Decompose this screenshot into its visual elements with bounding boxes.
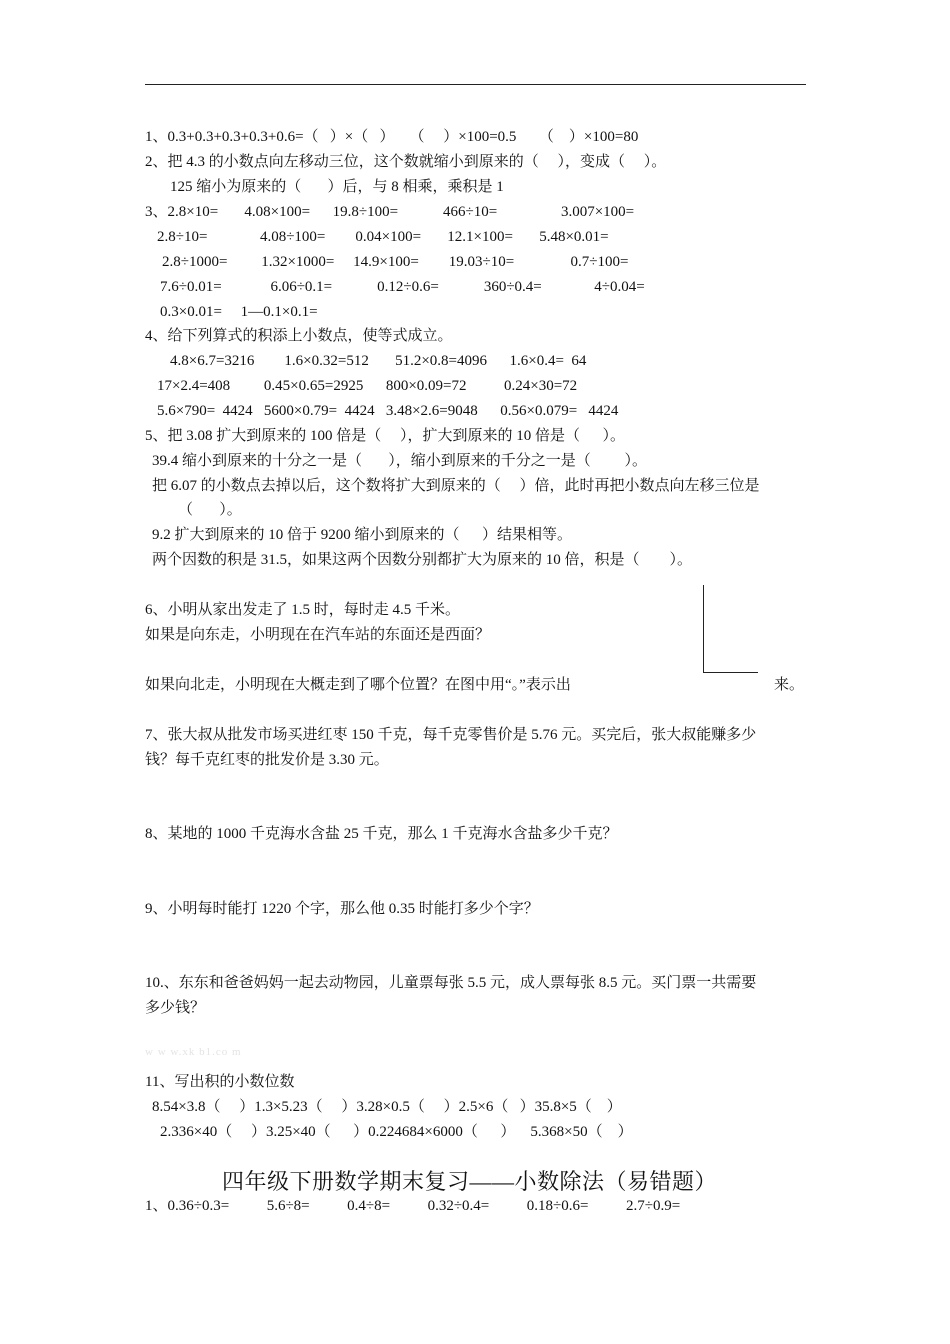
text-line: 5、把 3.08 扩大到原来的 100 倍是（ ），扩大到原来的 10 倍是（ ）。 xyxy=(145,428,626,444)
text-line: 8.54×3.8（ ）1.3×5.23（ ）3.28×0.5（ ）2.5×6（ ）35.8×5（ ） xyxy=(152,1099,622,1115)
text-line: 39.4 缩小到原来的十分之一是（ ），缩小到原来的千分之一是（ ）。 xyxy=(152,453,648,469)
text-line: 7.6÷0.01= 6.06÷0.1= 0.12÷0.6= 360÷0.4= 4÷0.04= xyxy=(160,279,645,295)
text-line: 把 6.07 的小数点去掉以后，这个数将扩大到原来的（ ）倍，此时再把小数点向左移三位是 xyxy=(152,478,760,494)
text-line: 2.8÷1000= 1.32×1000= 14.9×100= 19.03÷10= 0.7÷100= xyxy=(162,254,629,270)
text-line: 3、2.8×10= 4.08×100= 19.8÷100= 466÷10= 3.007×100= xyxy=(145,204,635,220)
header-rule xyxy=(145,84,806,85)
text-line: 8、某地的 1000 千克海水含盐 25 千克，那么 1 千克海水含盐多少千克？ xyxy=(145,826,618,842)
text-line: 7、张大叔从批发市场买进红枣 150 千克，每千克零售价是 5.76 元。买完后，张大叔能赚多少 xyxy=(145,727,757,743)
text-line: 6、小明从家出发走了 1.5 时，每时走 4.5 千米。 xyxy=(145,602,461,618)
watermark: w w w.xk b1.co m xyxy=(145,1046,242,1058)
text-line: 2.336×40（ ）3.25×40（ ）0.224684×6000（ ） 5.368×50（ ） xyxy=(160,1124,633,1140)
text-line: 9、小明每时能打 1220 个字，那么他 0.35 时能打多少个字？ xyxy=(145,901,539,917)
text-line: 11、写出积的小数位数 xyxy=(145,1074,295,1090)
text-line: 4、给下列算式的积添上小数点，使等式成立。 xyxy=(145,328,453,344)
diagram-vertical-line xyxy=(703,585,704,673)
text-line: 10.、东东和爸爸妈妈一起去动物园，儿童票每张 5.5 元，成人票每张 8.5 元。买门票一共需要 xyxy=(145,975,757,991)
diagram-horizontal-line xyxy=(703,672,758,673)
text-line: 2、把 4.3 的小数点向左移动三位，这个数就缩小到原来的（ ），变成（ ）。 xyxy=(145,154,667,170)
text-line: 两个因数的积是 31.5，如果这两个因数分别都扩大为原来的 10 倍，积是（ ）。 xyxy=(152,552,693,568)
section-title: 四年级下册数学期末复习——小数除法（易错题） xyxy=(222,1169,718,1194)
text-line: （ ）。 xyxy=(178,502,242,518)
text-line: 5.6×790= 4424 5600×0.79= 4424 3.48×2.6=9048 0.56×0.079= 4424 xyxy=(157,403,619,419)
text-line: 1、0.3+0.3+0.3+0.3+0.6=（ ）×（ ） （ ）×100=0.5 （ ）×100=80 xyxy=(145,129,639,145)
text-line: 钱？每千克红枣的批发价是 3.30 元。 xyxy=(145,752,389,768)
text-line: 多少钱？ xyxy=(145,1000,206,1016)
text-line: 如果是向东走，小明现在在汽车站的东面还是西面？ xyxy=(145,627,491,643)
text-line: 4.8×6.7=3216 1.6×0.32=512 51.2×0.8=4096 1.6×0.4= 64 xyxy=(170,353,587,369)
text-line: 0.3×0.01= 1—0.1×0.1= xyxy=(160,304,318,320)
text-line: 17×2.4=408 0.45×0.65=2925 800×0.09=72 0.24×30=72 xyxy=(157,378,578,394)
text-line: 125 缩小为原来的（ ）后，与 8 相乘，乘积是 1 xyxy=(170,179,504,195)
text-line: 来。 xyxy=(774,677,805,693)
text-line: 如果向北走，小明现在大概走到了哪个位置？在图中用“。”表示出 xyxy=(145,677,571,693)
text-line: 2.8÷10= 4.08÷100= 0.04×100= 12.1×100= 5.48×0.01= xyxy=(157,229,609,245)
text-line: 9.2 扩大到原来的 10 倍于 9200 缩小到原来的（ ）结果相等。 xyxy=(152,527,573,543)
text-line: 1、0.36÷0.3= 5.6÷8= 0.4÷8= 0.32÷0.4= 0.18÷0.6= 2.7÷0.9= xyxy=(145,1198,681,1214)
